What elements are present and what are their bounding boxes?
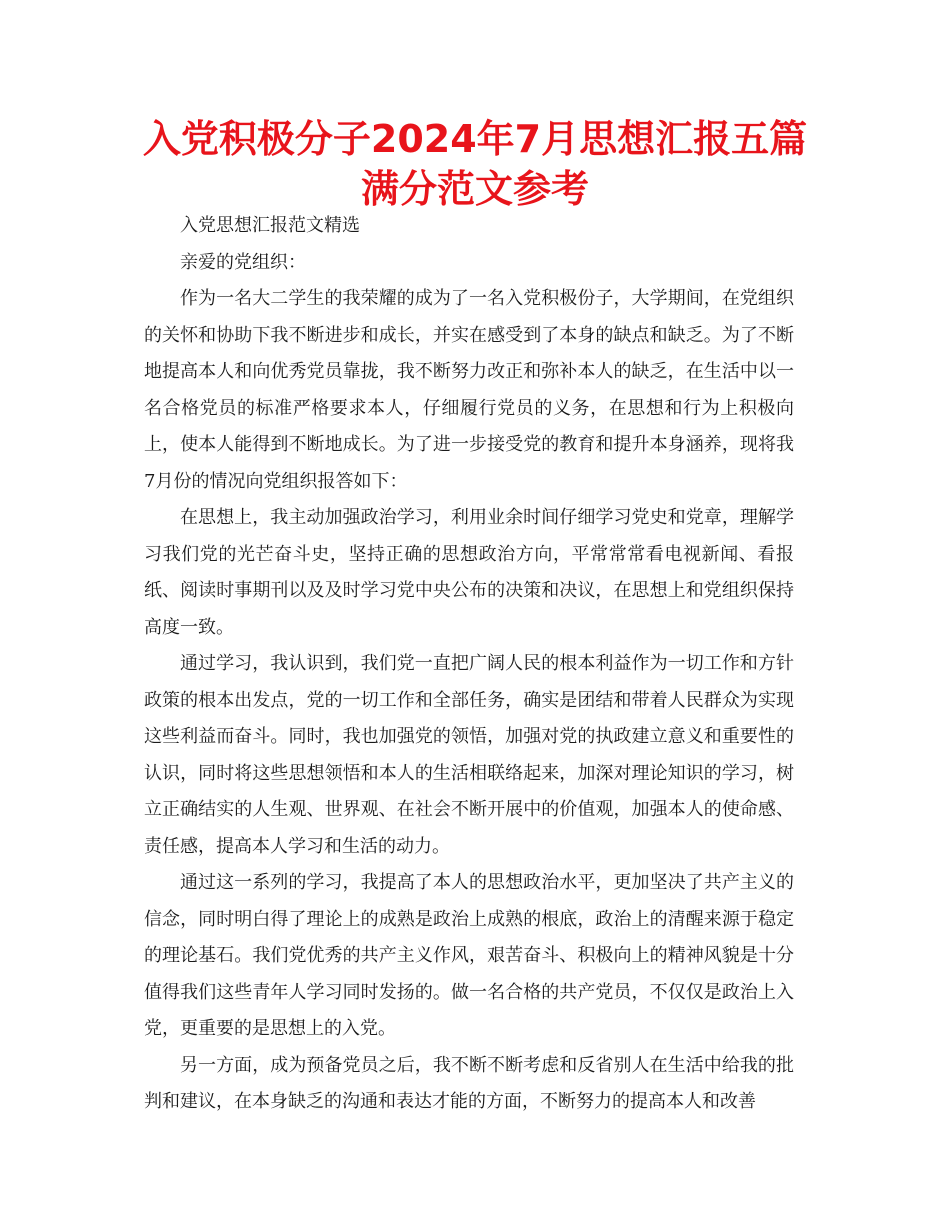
document-title — [100, 114, 850, 214]
title-line-2: 满分范文参考 — [360, 167, 589, 211]
paragraph-thought: 在思想上，我主动加强政治学习，利用业余时间仔细学习党史和党章，理解学习我们党的光芒奋斗史，坚持正确的思想政治方向，平常常常看电视新闻、看报纸、阅读时事期刊以及及时学习党中央公布的决策和决议，在思想上和党组织保持高度一致。 — [144, 507, 794, 638]
document-body — [144, 208, 794, 1121]
title-line-1: 入党积极分子2024年7月思想汇报五篇 — [142, 117, 808, 161]
paragraph-other-aspect: 另一方面，成为预备党员之后，我不断不断考虑和反省别人在生活中给我的批判和建议，在本身缺乏的沟通和表达才能的方面，不断努力的提高本人和改善 — [144, 1054, 794, 1112]
paragraph-improvement: 通过这一系列的学习，我提高了本人的思想政治水平，更加坚决了共产主义的信念，同时明白得了理论上的成熟是政治上成熟的根底，政治上的清醒来源于稳定的理论基石。我们党优秀的共产主义作风，艰苦奋斗、积极向上的精神风貌是十分值得我们这些青年人学习同时发扬的。做一名合格的共产党员，不仅仅是政治上入党，更重要的是思想上的入党。 — [144, 872, 794, 1039]
paragraph-study: 通过学习，我认识到，我们党一直把广阔人民的根本利益作为一切工作和方针政策的根本出发点，党的一切工作和全部任务，确实是团结和带着人民群众为实现这些利益而奋斗。同时，我也加强党的领悟，加强对党的执政建立意义和重要性的认识，同时将这些思想领悟和本人的生活相联络起来，加深对理论知识的学习，树立正确结实的人生观、世界观、在社会不断开展中的价值观，加强本人的使命感、责任感，提高本人学习和生活的动力。 — [144, 653, 794, 857]
paragraph-heading: 入党思想汇报范文精选 — [180, 215, 360, 236]
paragraph-salutation: 亲爱的党组织： — [180, 251, 306, 273]
paragraph-intro: 作为一名大二学生的我荣耀的成为了一名入党积极份子，大学期间，在党组织的关怀和协助下我不断进步和成长，并实在感受到了本身的缺点和缺乏。为了不断地提高本人和向优秀党员靠拢，我不断努力改正和弥补本人的缺乏，在生活中以一名合格党员的标准严格要求本人，仔细履行党员的义务，在思想和行为上积极向上，使本人能得到不断地成长。为了进一步接受党的教育和提升本身涵养，现将我7月份的情况向党组织报答如下： — [144, 288, 794, 492]
